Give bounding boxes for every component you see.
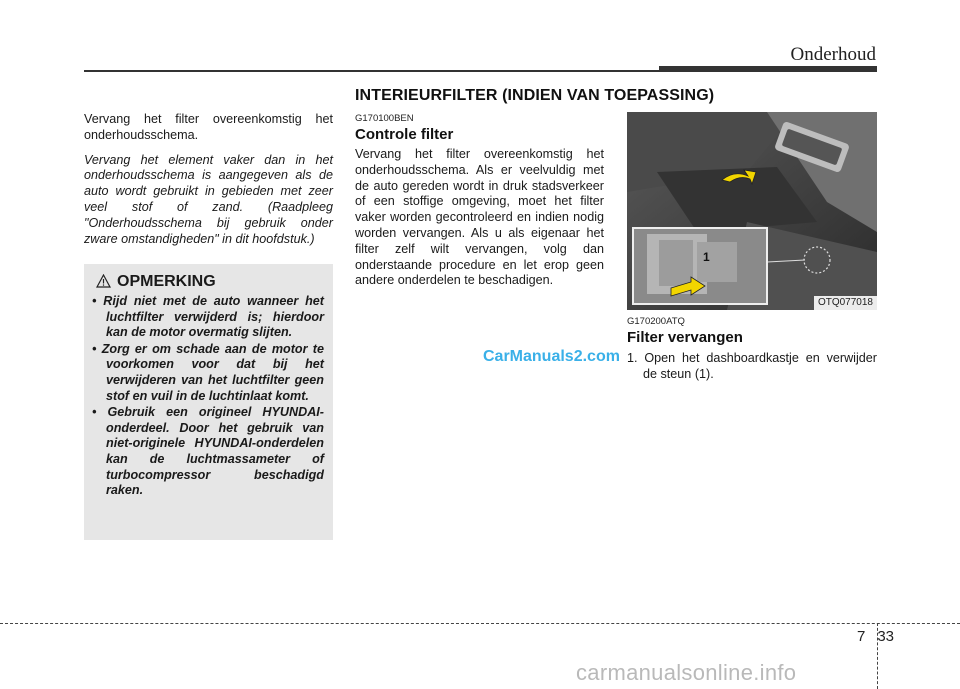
warning-triangle-icon [96, 274, 111, 293]
note-heading [96, 273, 216, 293]
chapter-number: 7 [857, 628, 866, 645]
section-code: G170200ATQ [627, 316, 685, 327]
section-code: G170100BEN [355, 113, 414, 124]
section-title: INTERIEURFILTER (INDIEN VAN TOEPASSING) [355, 87, 715, 104]
header-rule-thick [659, 66, 877, 72]
watermark: CarManuals2.com [483, 348, 620, 365]
page-index: 33 [877, 628, 895, 645]
bottom-watermark: carmanualsonline.info [576, 660, 797, 685]
footer-rule [0, 623, 960, 624]
note-item: • Gebruik een origineel HYUNDAI-onderdeel. Door het gebruik van niet-originele HYUNDAI-onderdelen kan de luchtmassameter of turbocompressor beschadigd raken. [92, 405, 324, 499]
glovebox-illustration [627, 112, 877, 310]
glovebox-photo [627, 112, 877, 310]
note-box [84, 264, 333, 540]
intro-note: Vervang het element vaker dan in het onderhoudsschema is aangegeven als de auto wordt gebruikt in gebieden met zeer veel stof of zand. (Raadpleeg "Onderhoudsschema bij gebruik onder zware omstandigheden" in dit hoofdstuk.) [84, 152, 333, 246]
header-rule [84, 70, 659, 72]
subsection-title: Filter vervangen [627, 329, 743, 346]
intro-column [84, 112, 333, 247]
note-item: • Rijd niet met de auto wanneer het luchtfilter verwijderd is; hierdoor kan de motor overmatig slijten. [92, 294, 324, 341]
controle-body: Vervang het filter overeenkomstig het onderhoudsschema. Als er veelvuldig met de auto gereden wordt in druk stadsverkeer of een stoffige omgeving, moet het filter vaker worden gecontroleerd en indien nodig worden vervangen. Als u als eigenaar het filter zelf wilt vervangen, volg dan onderstaande procedure en let erop geen andere onderdelen te beschadigen. [355, 147, 604, 288]
intro-paragraph: Vervang het filter overeenkomstig het onderhoudsschema. [84, 112, 333, 142]
figure-callout: 1 [703, 250, 710, 264]
figure-label: OTQ077018 [814, 296, 877, 310]
page-number [857, 628, 894, 645]
step-1: 1. Open het dashboardkastje en verwijder de steun (1). [627, 351, 877, 381]
chapter-title: Onderhoud [790, 44, 876, 65]
note-list [92, 294, 324, 500]
subsection-title: Controle filter [355, 126, 454, 143]
note-title: OPMERKING [117, 273, 216, 290]
note-item: • Zorg er om schade aan de motor te voorkomen voor dat bij het verwijderen van het luchtfilter geen stof en vuil in de luchtinlaat komt. [92, 342, 324, 404]
